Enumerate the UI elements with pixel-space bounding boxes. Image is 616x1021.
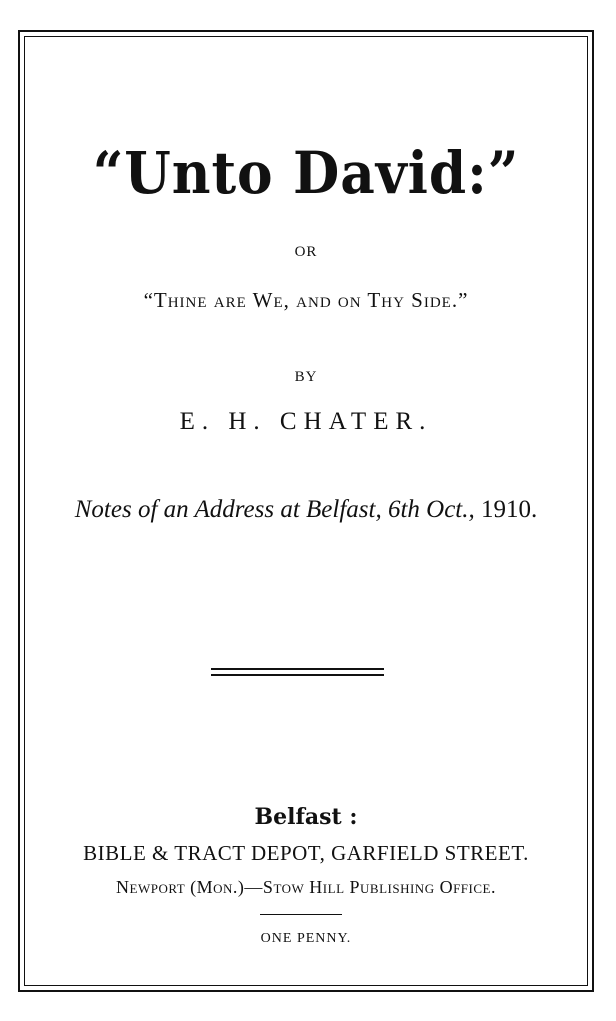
- address-notes-italic: Notes of an Address at Belfast, 6th Oct.,: [74, 496, 475, 523]
- by-text: BY: [294, 369, 318, 385]
- publisher-line-1: BIBLE & TRACT DEPOT, GARFIELD STREET.: [83, 841, 529, 865]
- small-rule-divider: [260, 914, 342, 915]
- publisher-line-2: Newport (Mon.)—Stow Hill Publishing Office.: [116, 877, 496, 897]
- address-notes-year: 1910.: [474, 496, 538, 523]
- publication-place: Belfast :: [254, 804, 358, 830]
- price-text: ONE PENNY.: [260, 931, 352, 946]
- address-notes: [24, 496, 588, 524]
- or-text: OR: [294, 244, 318, 260]
- double-rule-divider: [211, 668, 384, 677]
- author-name: E. H. CHATER.: [179, 408, 433, 435]
- book-subtitle: “Thine are We, and on Thy Side.”: [143, 288, 469, 312]
- book-title: “Unto David:”: [92, 139, 520, 207]
- title-page: [24, 36, 588, 986]
